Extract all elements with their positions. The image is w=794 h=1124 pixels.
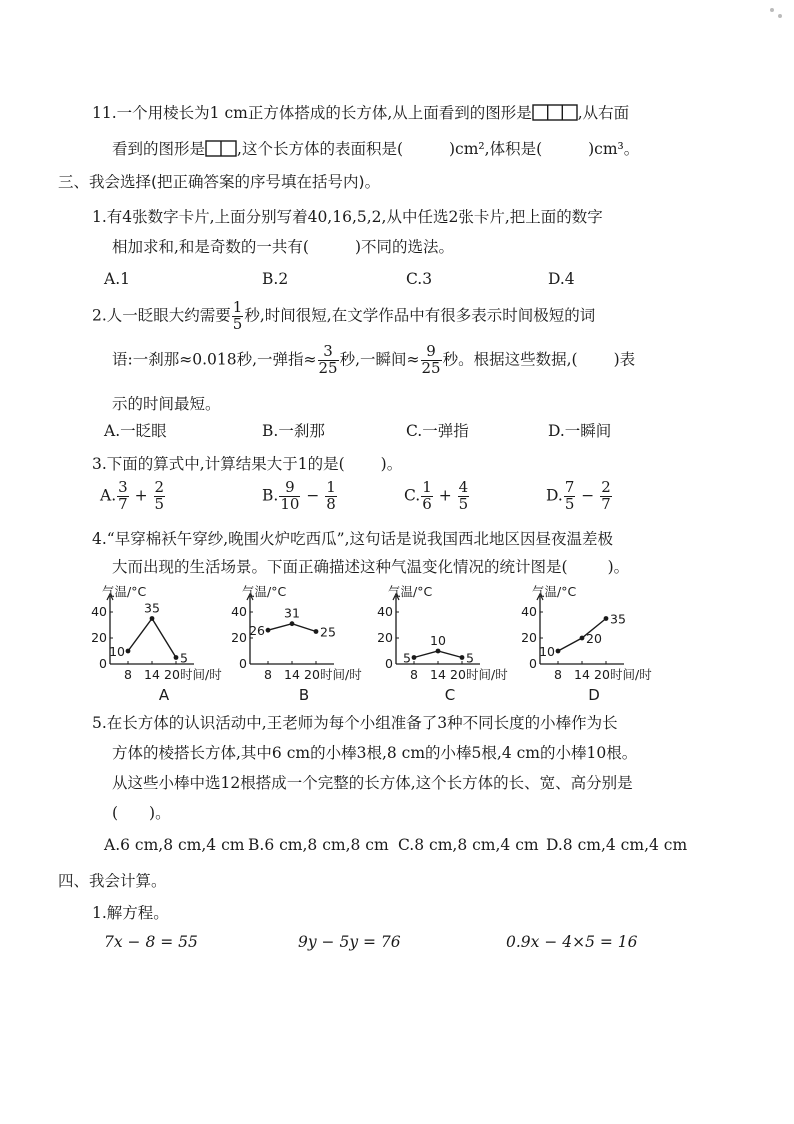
- data-label: 5: [466, 650, 474, 666]
- equation-3: 0.9x − 4×5 = 16: [506, 933, 638, 951]
- data-point: [412, 655, 417, 660]
- chart-option-letter: D: [588, 686, 600, 704]
- y-axis-label: 气温/°C: [388, 584, 433, 599]
- q5-option-b: B.6 cm,8 cm,8 cm: [248, 836, 389, 854]
- decorative-dot: [770, 8, 774, 12]
- q3-stem: 3.下面的算式中,计算结果大于1的是( )。: [92, 455, 403, 473]
- x-tick-label: 8: [264, 667, 272, 682]
- y-tick-label: 0: [99, 656, 107, 671]
- q2-option-b: B.一刹那: [262, 422, 325, 440]
- q5-line2: 方体的棱搭长方体,其中6 cm的小棒3根,8 cm的小棒5根,4 cm的小棒10根。: [112, 744, 638, 762]
- data-point: [150, 616, 155, 621]
- y-tick-label: 40: [231, 604, 247, 619]
- temperature-chart-b: [230, 582, 380, 708]
- q1-line2: 相加求和,和是奇数的一共有( )不同的选法。: [112, 238, 455, 256]
- x-tick-label: 8: [124, 667, 132, 682]
- x-tick-label: 8: [554, 667, 562, 682]
- data-label: 5: [180, 650, 188, 666]
- q11-line2: 看到的图形是 ,这个长方体的表面积是( )cm²,体积是( )cm³。: [112, 140, 640, 158]
- x-axis-label: 时间/时: [320, 667, 362, 682]
- x-tick-label: 14: [284, 667, 300, 682]
- equation-2: 9y − 5y = 76: [298, 933, 401, 951]
- data-point: [604, 616, 609, 621]
- data-point: [126, 649, 131, 654]
- y-tick-label: 40: [377, 604, 393, 619]
- q2-option-c: C.一弹指: [406, 422, 469, 440]
- q5-line3: 从这些小棒中选12根搭成一个完整的长方体,这个长方体的长、宽、高分别是: [112, 774, 633, 792]
- y-axis-label: 气温/°C: [242, 584, 287, 599]
- data-point: [556, 649, 561, 654]
- q2-option-d: D.一瞬间: [548, 422, 612, 440]
- data-label: 5: [403, 650, 411, 666]
- fraction: $\frac{3}{25}$: [318, 342, 338, 377]
- three-squares-icon: [532, 104, 578, 121]
- q1-option-a: A.1: [104, 270, 130, 288]
- data-label: 10: [109, 644, 125, 659]
- q5-option-d: D.8 cm,4 cm,4 cm: [546, 836, 688, 854]
- q5-option-a: A.6 cm,8 cm,4 cm: [104, 836, 245, 854]
- x-tick-label: 20: [594, 667, 610, 682]
- q5-line4: ( )。: [112, 804, 171, 822]
- temperature-chart-d: [520, 582, 670, 708]
- y-tick-label: 20: [521, 630, 537, 645]
- q2-line1: 2.人一眨眼大约需要 $\frac{1}{5}$ 秒,时间很短,在文学作品中有很多表示时间极短的词: [92, 298, 596, 333]
- y-tick-label: 0: [385, 656, 393, 671]
- data-label: 25: [320, 624, 336, 640]
- fraction: $\frac{1}{5}$: [232, 298, 243, 333]
- q1-line1: 1.有4张数字卡片,上面分别写着40,16,5,2,从中任选2张卡片,把上面的数字: [92, 208, 603, 226]
- data-label: 35: [144, 600, 160, 616]
- q2-option-a: A.一眨眼: [104, 422, 167, 440]
- two-squares-icon: [205, 140, 237, 157]
- x-axis-label: 时间/时: [610, 667, 652, 682]
- data-label: 35: [610, 611, 626, 627]
- q3-option-a: A. $\frac{3}{7}$ + $\frac{2}{5}$: [100, 478, 165, 513]
- q2-line2: 语:一刹那≈0.018秒,一弹指≈ $\frac{3}{25}$ 秒,一瞬间≈ $\frac{9}{25}$ 秒。根据这些数据,( )表: [112, 342, 636, 377]
- section4-q1-title: 1.解方程。: [92, 904, 169, 922]
- q11-line1: 11.一个用棱长为1 cm正方体搭成的长方体,从上面看到的图形是 ,从右面: [92, 104, 630, 122]
- data-point: [460, 655, 465, 660]
- x-tick-label: 14: [574, 667, 590, 682]
- q1-option-c: C.3: [406, 270, 433, 288]
- data-point: [174, 655, 179, 660]
- temperature-chart-a: [90, 582, 240, 708]
- x-tick-label: 20: [164, 667, 180, 682]
- y-tick-label: 40: [91, 604, 107, 619]
- data-point: [580, 636, 585, 641]
- temperature-chart-c: [376, 582, 526, 708]
- x-tick-label: 20: [450, 667, 466, 682]
- fraction: $\frac{9}{25}$: [421, 342, 441, 377]
- decorative-dot: [778, 14, 782, 18]
- data-point: [314, 629, 319, 634]
- q4-line2: 大而出现的生活场景。下面正确描述这种气温变化情况的统计图是( )。: [112, 558, 630, 576]
- series-line: [128, 619, 176, 658]
- x-tick-label: 20: [304, 667, 320, 682]
- y-tick-label: 0: [529, 656, 537, 671]
- x-tick-label: 14: [430, 667, 446, 682]
- q3-option-b: B. $\frac{9}{10}$ − $\frac{1}{8}$: [262, 478, 336, 513]
- data-label: 10: [430, 633, 446, 648]
- x-tick-label: 14: [144, 667, 160, 682]
- q5-line1: 5.在长方体的认识活动中,王老师为每个小组准备了3种不同长度的小棒作为长: [92, 714, 618, 732]
- y-tick-label: 20: [231, 630, 247, 645]
- q4-line1: 4.“早穿棉袄午穿纱,晚围火炉吃西瓜”,这句话是说我国西北地区因昼夜温差极: [92, 530, 613, 548]
- q5-option-c: C.8 cm,8 cm,4 cm: [398, 836, 539, 854]
- y-axis-label: 气温/°C: [102, 584, 147, 599]
- y-tick-label: 40: [521, 604, 537, 619]
- q2-line3: 示的时间最短。: [112, 395, 221, 413]
- data-label: 10: [539, 644, 555, 659]
- data-point: [436, 649, 441, 654]
- y-axis-label: 气温/°C: [532, 584, 577, 599]
- x-tick-label: 8: [410, 667, 418, 682]
- y-tick-label: 20: [91, 630, 107, 645]
- section3-title: 三、我会选择(把正确答案的序号填在括号内)。: [58, 173, 381, 191]
- x-axis-label: 时间/时: [466, 667, 508, 682]
- data-point: [266, 628, 271, 633]
- q3-option-d: D. $\frac{7}{5}$ − $\frac{2}{7}$: [546, 478, 611, 513]
- q1-option-d: D.4: [548, 270, 575, 288]
- x-axis-label: 时间/时: [180, 667, 222, 682]
- equation-1: 7x − 8 = 55: [104, 933, 198, 951]
- q3-option-c: C. $\frac{1}{6}$ + $\frac{4}{5}$: [404, 478, 469, 513]
- data-label: 31: [284, 605, 300, 621]
- chart-option-letter: C: [444, 686, 456, 704]
- q1-option-b: B.2: [262, 270, 289, 288]
- data-label: 20: [586, 631, 602, 646]
- y-tick-label: 0: [239, 656, 247, 671]
- y-tick-label: 20: [377, 630, 393, 645]
- section4-title: 四、我会计算。: [58, 872, 167, 890]
- chart-option-letter: A: [158, 686, 170, 704]
- data-label: 26: [249, 623, 265, 639]
- chart-option-letter: B: [298, 686, 310, 704]
- data-point: [290, 621, 295, 626]
